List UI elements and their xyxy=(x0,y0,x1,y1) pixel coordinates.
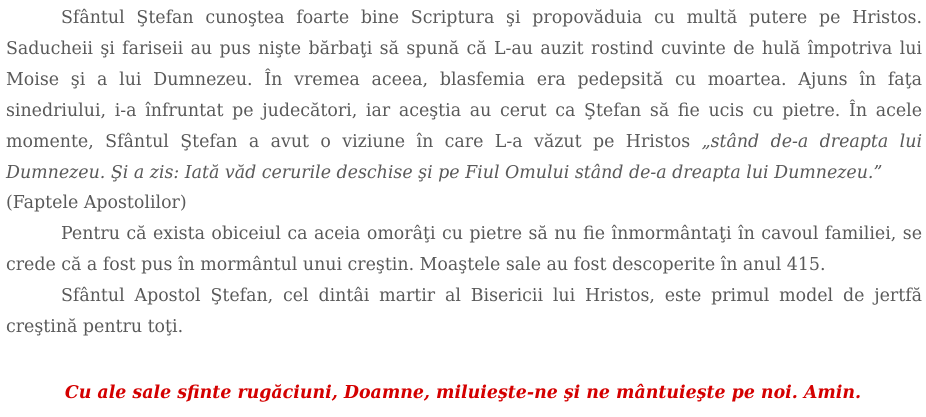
paragraph-text: Pentru că exista obiceiul ca aceia omorâţi cu pietre să nu fie înmormântaţi în cavoul familiei, se crede că a fost pus în mormântul unui creştin. Moaştele sale au fost descoperite în anul 415. xyxy=(6,224,922,276)
paragraph-citation-line xyxy=(6,188,922,219)
scripture-quote: „stând de-a dreapta lui Dumnezeu. Şi a zis: Iată văd cerurile deschise şi pe Fiul Omului stând de-a dreapta lui Dumnezeu.” xyxy=(6,131,923,183)
closing-prayer: Cu ale sale sfinte rugăciuni, Doamne, miluieşte-ne şi ne mântuieşte pe noi. Amin. xyxy=(64,383,862,403)
paragraph-text: Sfântul Apostol Ştefan, cel dintâi martir al Bisericii lui Hristos, este primul model de jertfă creştină pentru toţi. xyxy=(6,286,922,338)
paragraph-burial xyxy=(6,219,922,281)
paragraph-text: Sfântul Ştefan cunoştea foarte bine Scriptura şi propovăduia cu multă putere pe Hristos. Saducheii şi fariseii au pus nişte bărbaţi să spună că L-au auzit rostind cuvinte de hulă împotriva lui Moise şi a lui Dumnezeu. În vremea aceea, blasfemia era pedepsită cu moartea. Ajuns în faţa sinedriului, i-a înfruntat pe judecători, iar aceştia au cerut ca Ştefan să fie ucis cu pietre. În acele momente, Sfântul Ştefan a avut o viziune în care L-a văzut pe Hristos xyxy=(6,8,922,152)
paragraph-first-martyr xyxy=(6,281,922,343)
scripture-citation: (Faptele Apostolilor) xyxy=(6,193,187,214)
article-body xyxy=(6,3,922,343)
paragraph-stephen-vision xyxy=(6,3,922,188)
